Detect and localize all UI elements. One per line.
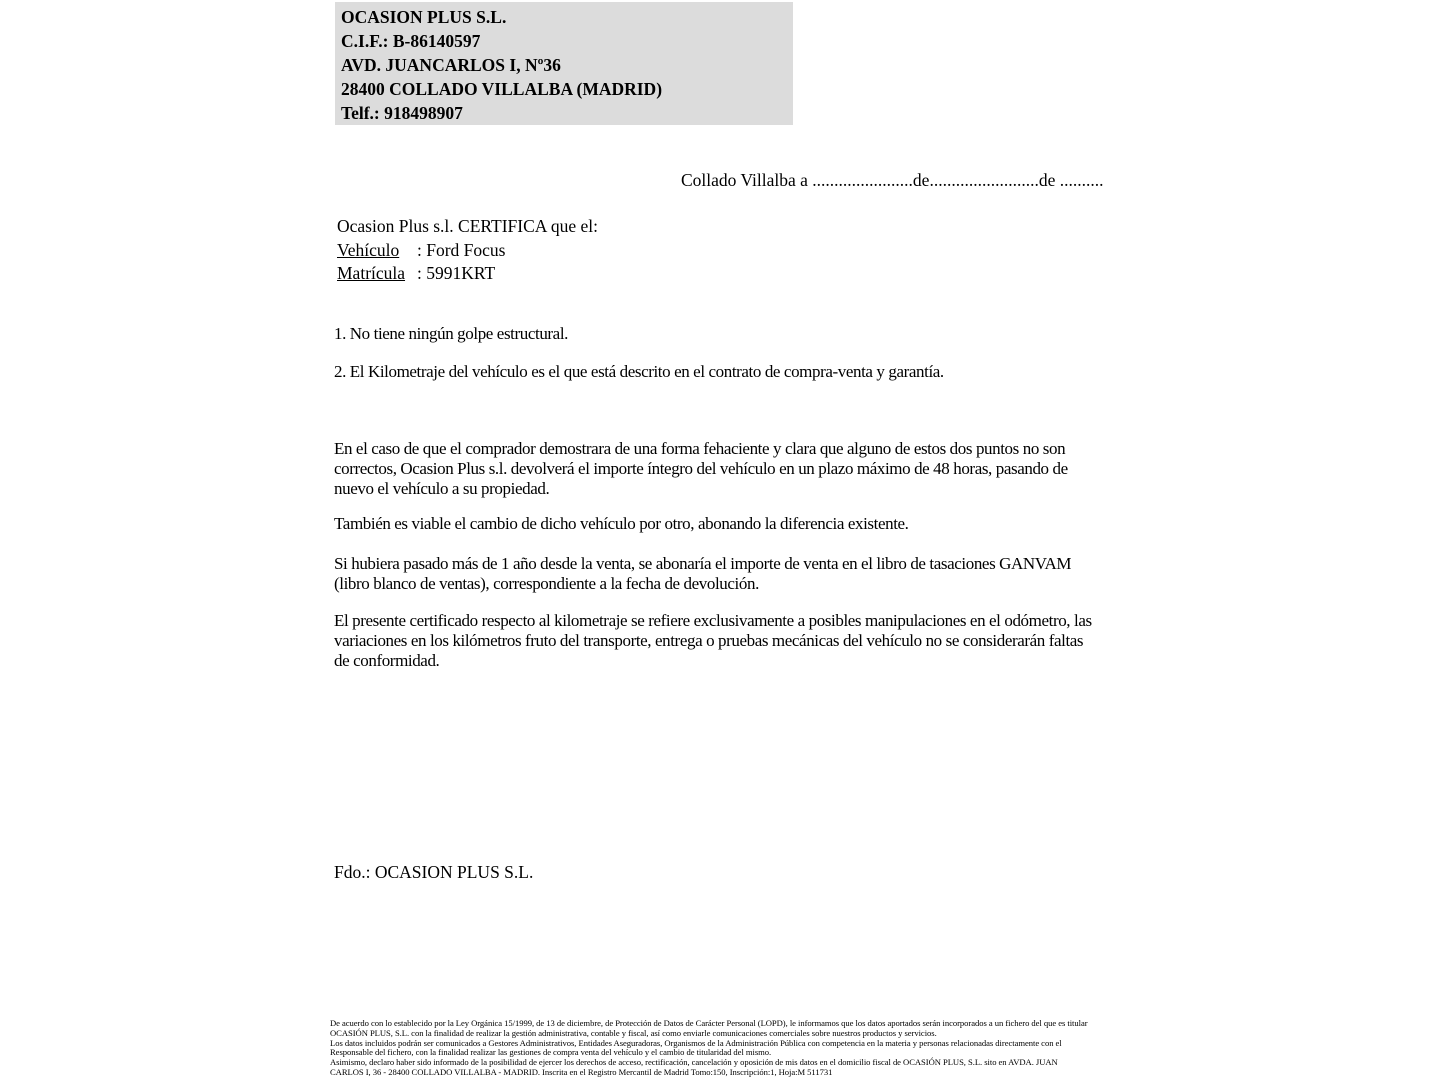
legal-line: De acuerdo con lo establecido por la Ley Orgánica 15/1999, de 13 de diciembre, de Protección de Datos de Carácter Personal (LOPD), le informamos que los datos aportados serán incorporados a un fichero del que es titular <box>330 1018 1088 1028</box>
ganvam-paragraph: Si hubiera pasado más de 1 año desde la venta, se abonaría el importe de venta en el libro de tasaciones GANVAM (libro blanco de ventas), correspondiente a la fecha de devolución. <box>334 554 1072 593</box>
exchange-paragraph: También es viable el cambio de dicho vehículo por otro, abonando la diferencia existente. <box>334 514 909 533</box>
legal-fine-print <box>330 1019 1120 1078</box>
vehicle-row <box>337 239 598 263</box>
certified-point-1: 1. No tiene ningún golpe estructural. <box>334 324 568 343</box>
company-name: OCASION PLUS S.L. <box>341 7 507 27</box>
legal-line: OCASIÓN PLUS, S.L. con la finalidad de realizar la gestión administrativa, contable y fiscal, así como enviarle comunicaciones comerciales sobre nuestros productos y servicios. <box>330 1027 937 1038</box>
company-header-box <box>335 2 793 125</box>
company-address: AVD. JUANCARLOS I, Nº36 <box>341 55 561 75</box>
legal-line: Los datos incluidos podrán ser comunicados a Gestores Administrativos, Entidades Aseguradoras, Organismos de la Administración Pública con competencia en la materia y personas relacionadas directamente con el <box>330 1037 1062 1048</box>
company-cif: C.I.F.: B-86140597 <box>341 31 481 51</box>
certification-intro: Ocasion Plus s.l. CERTIFICA que el: <box>337 216 598 236</box>
company-city: 28400 COLLADO VILLALBA (MADRID) <box>341 79 663 99</box>
vehicle-value: : Ford Focus <box>417 239 506 260</box>
company-phone: Telf.: 918498907 <box>341 103 463 123</box>
certified-point-2: 2. El Kilometraje del vehículo es el que está descrito en el contrato de compra-venta y garantía. <box>334 362 944 381</box>
plate-label: Matrícula <box>337 263 406 283</box>
plate-row <box>337 262 598 286</box>
legal-line: Asimismo, declaro haber sido informado de la posibilidad de ejercer los derechos de acceso, rectificación, cancelación y oposición de mis datos en el domicilio fiscal de OCASIÓN PLUS, S.L. sito en AVDA. JUAN <box>330 1057 1058 1067</box>
date-fill-in-line: Collado Villalba a .......................de.........................de .......... <box>681 170 1104 190</box>
legal-line: CARLOS I, 36 - 28400 COLLADO VILLALBA - MADRID. Inscrita en el Registro Mercantil de Madrid Tomo:150, Inscripción:1, Hoja:M 511731 <box>330 1066 833 1077</box>
plate-value: : 5991KRT <box>417 263 496 283</box>
legal-line: Responsable del fichero, con la finalidad realizar las gestiones de compra venta del vehículo y el cambio de titularidad del mismo. <box>330 1047 772 1058</box>
odometer-paragraph: El presente certificado respecto al kilometraje se refiere exclusivamente a posibles manipulaciones en el odómetro, las variaciones en los kilómetros fruto del transporte, entrega o pruebas mecánicas del vehículo no se considerarán faltas de conformidad. <box>334 611 1092 670</box>
signature-line: Fdo.: OCASION PLUS S.L. <box>334 862 534 882</box>
vehicle-label: Vehículo <box>337 239 400 260</box>
refund-paragraph: En el caso de que el comprador demostrara de una forma fehaciente y clara que alguno de estos dos puntos no son correctos, Ocasion Plus s.l. devolverá el importe íntegro del vehículo en un plazo máximo de 48 horas, pasando de nuevo el vehículo a su propiedad. <box>334 439 1068 498</box>
certification-block <box>337 215 598 286</box>
